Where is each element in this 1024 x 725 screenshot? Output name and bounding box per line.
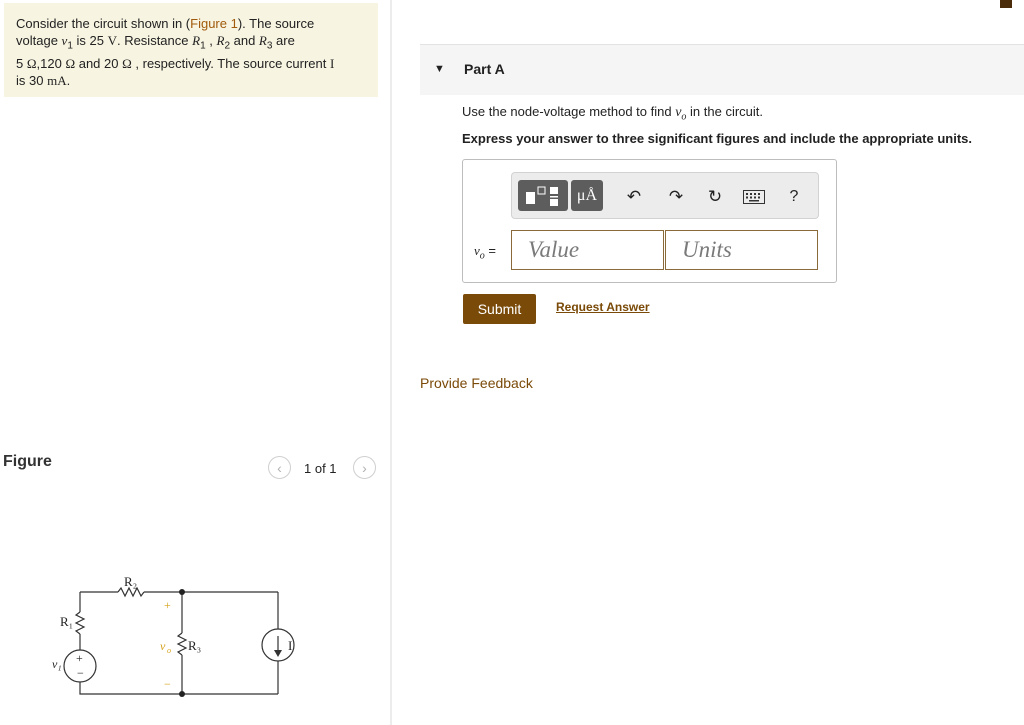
unit-ohm: Ω [65,55,76,71]
figure-link[interactable]: Figure 1 [190,16,238,31]
var-current: I [330,55,335,71]
problem-line-2 [16,32,368,55]
var-v1-sub: 1 [67,40,73,52]
chevron-right-icon[interactable]: › [353,456,376,479]
express-instruction: Express your answer to three significant figures and include the appropriate units. [462,131,972,146]
var-v1: v [61,33,68,48]
label-r3: R₃ [188,638,202,653]
resistor-r3 [178,633,186,655]
label-current-i: I [288,638,293,653]
problem-text: voltage [16,33,62,48]
resistor-r2 [118,588,144,596]
label-r2: R₂ [124,574,138,589]
node-top [179,589,185,595]
unit-milliamps: mA [47,72,67,88]
submit-button[interactable]: Submit [463,294,536,324]
unit-ohm: Ω [122,55,132,71]
var-r1: R [192,33,201,48]
problem-text: Consider the circuit shown in ( [16,16,191,31]
label-vo: v [160,639,166,653]
problem-text: 5 [16,55,27,71]
var-r2-sub: 2 [224,40,230,52]
problem-text: , respectively. The source current [131,55,330,71]
unit-ohm: Ω [26,55,37,71]
var-vo: v [474,243,480,258]
label-r1: R₁ [60,614,74,629]
reset-icon[interactable]: ↻ [707,187,723,206]
templates-icon [524,184,562,208]
var-r3-sub: 3 [266,40,273,52]
figure-label: Figure [3,453,52,470]
problem-line-4 [16,72,368,89]
instruction-part: in the circuit. [686,104,764,119]
answer-box [462,159,837,283]
var-vo-sub: o [479,250,485,262]
units-input[interactable] [665,230,818,270]
problem-text: is 25 [72,33,108,48]
answer-variable-label [474,243,496,262]
problem-text: is 30 [16,72,48,88]
problem-line-1 [16,15,368,32]
var-r3: R [258,33,267,48]
equals-sign: = [484,243,496,258]
problem-text: ,120 [36,55,66,71]
current-arrow-head [274,650,282,657]
help-icon[interactable]: ? [789,188,799,205]
node-bottom [179,691,185,697]
problem-text: . Resistance [116,33,193,48]
instruction-part: Use the node-voltage method to find [462,104,676,119]
problem-text: . [66,72,71,88]
undo-icon[interactable]: ↶ [626,187,642,206]
vo-plus: + [164,598,171,612]
source-plus: + [76,651,83,665]
resistor-r1 [76,612,84,634]
part-title: Part A [464,61,505,77]
keyboard-glyph [743,190,765,204]
instruction-var-sub: o [681,111,687,123]
problem-line-3 [16,55,368,72]
math-toolbar [511,172,819,219]
problem-text: and [230,33,259,48]
circuit-diagram [40,570,293,702]
problem-text: are [272,33,295,48]
keyboard-icon[interactable] [742,185,766,209]
instruction-var: v [675,105,682,120]
provide-feedback-link[interactable]: Provide Feedback [420,375,533,391]
vo-minus: − [164,677,171,691]
problem-text: , [205,33,217,48]
var-r1-sub: 1 [200,40,206,52]
source-minus: − [77,666,84,680]
problem-text: ). The source [237,16,315,31]
chevron-left-icon[interactable]: ‹ [268,456,291,479]
unit-volts: V [107,33,117,48]
label-v1: v₁ [52,657,62,671]
templates-button[interactable] [518,180,568,211]
collapse-triangle-icon[interactable]: ▼ [434,63,445,75]
request-answer-link[interactable]: Request Answer [556,300,650,314]
value-input[interactable] [511,230,664,270]
column-divider [390,0,392,725]
units-button[interactable]: μÅ [571,180,603,211]
corner-marker [1000,0,1012,8]
part-a-header[interactable] [420,45,1024,95]
redo-icon[interactable]: ↷ [668,187,684,206]
label-vo-sub: o [167,646,171,655]
var-r2: R [216,33,225,48]
problem-statement [4,3,378,97]
wire-left-bottom [80,682,278,694]
instruction-text [462,104,763,123]
figure-pager-count: 1 of 1 [304,461,337,476]
problem-text: and 20 [75,55,123,71]
